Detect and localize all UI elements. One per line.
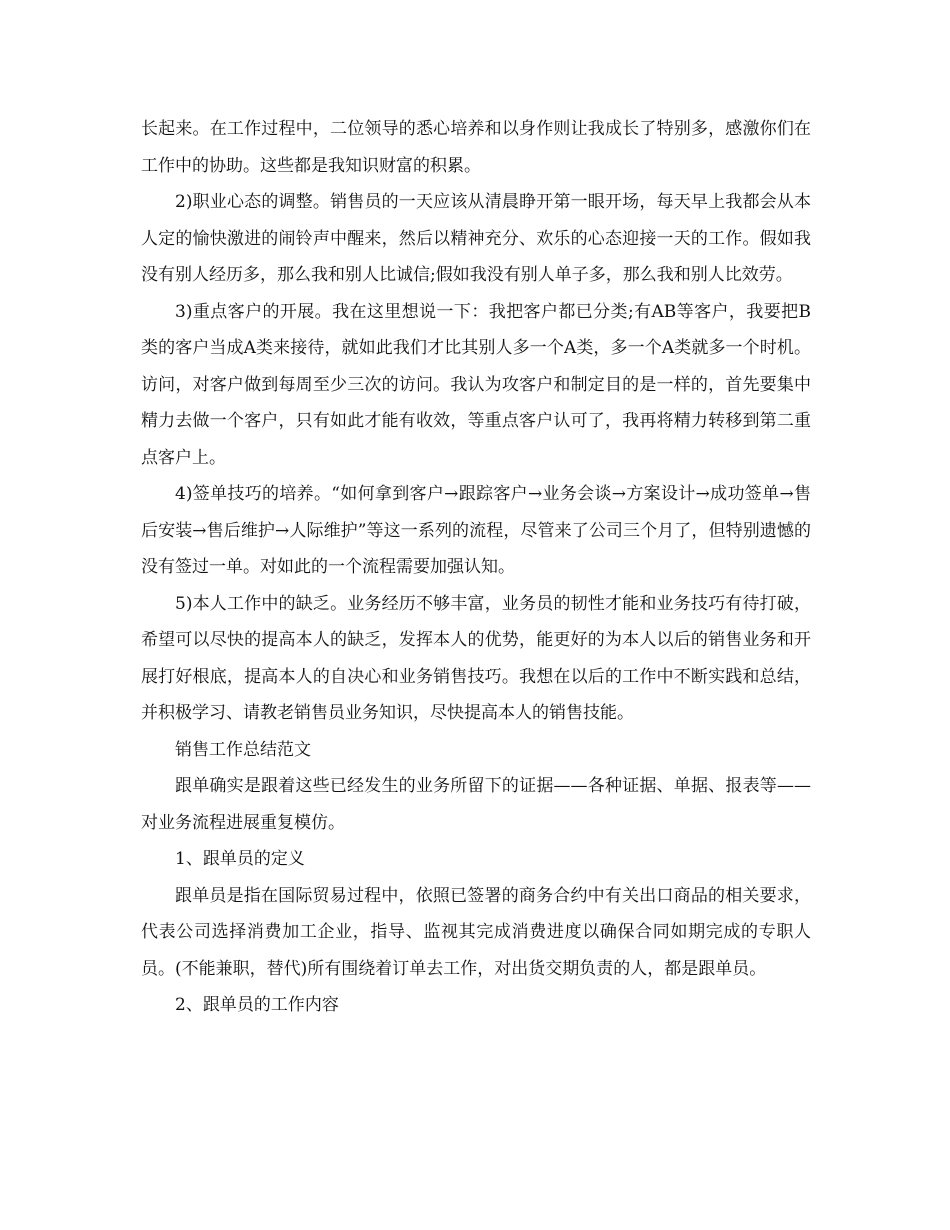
paragraph-4: 4)签单技巧的培养。“如何拿到客户→跟踪客户→业务会谈→方案设计→成功签单→售后安装→售后维护→人际维护”等这一系列的流程，尽管来了公司三个月了，但特别遗憾的没有签过一单。对如此的一个流程需要加强认知。 xyxy=(141,484,811,577)
paragraph-2: 2)职业心态的调整。销售员的一天应该从清晨睁开第一眼开场，每天早上我都会从本人定的愉快激进的闹铃声中醒来，然后以精神充分、欢乐的心态迎接一天的工作。假如我没有别人经历多，那么我和别人比诚信;假如我没有别人单子多，那么我和别人比效劳。 xyxy=(141,192,811,285)
subheading-merchandiser-definition: 1、跟单员的定义 xyxy=(175,849,305,869)
paragraph-3: 3)重点客户的开展。我在这里想说一下：我把客户都已分类;有AB等客户，我要把B类的客户当成A类来接待，就如此我们才比其别人多一个A类，多一个A类就多一个时机。访问，对客户做到每周至少三次的访问。我认为攻客户和制定目的是一样的，首先要集中精力去做一个客户，只有如此才能有收效，等重点客户认可了，我再将精力转移到第二重点客户上。 xyxy=(141,301,811,468)
paragraph-1: 长起来。在工作过程中，二位领导的悉心培养和以身作则让我成长了特别多，感激你们在工作中的协助。这些都是我知识财富的积累。 xyxy=(141,119,811,176)
paragraph-9: 跟单员是指在国际贸易过程中，依照已签署的商务合约中有关出口商品的相关要求，代表公司选择消费加工企业，指导、监视其完成消费进度以确保合同如期完成的专职人员。(不能兼职，替代)所有围绕着订单去工作，对出货交期负责的人，都是跟单员。 xyxy=(141,885,811,979)
section-heading-sales-summary: 销售工作总结范文 xyxy=(175,739,311,760)
subheading-merchandiser-work: 2、跟单员的工作内容 xyxy=(175,995,339,1015)
paragraph-7: 跟单确实是跟着这些已经发生的业务所留下的证据——各种证据、单据、报表等——对业务流程进展重复模仿。 xyxy=(141,776,811,833)
paragraph-5: 5)本人工作中的缺乏。业务经历不够丰富，业务员的韧性才能和业务技巧有待打破，希望可以尽快的提高本人的缺乏，发挥本人的优势，能更好的为本人以后的销售业务和开展打好根底，提高本人的自决心和业务销售技巧。我想在以后的工作中不断实践和总结，并积极学习、请教老销售员业务知识，尽快提高本人的销售技能。 xyxy=(141,593,811,723)
document-body xyxy=(141,111,811,1024)
